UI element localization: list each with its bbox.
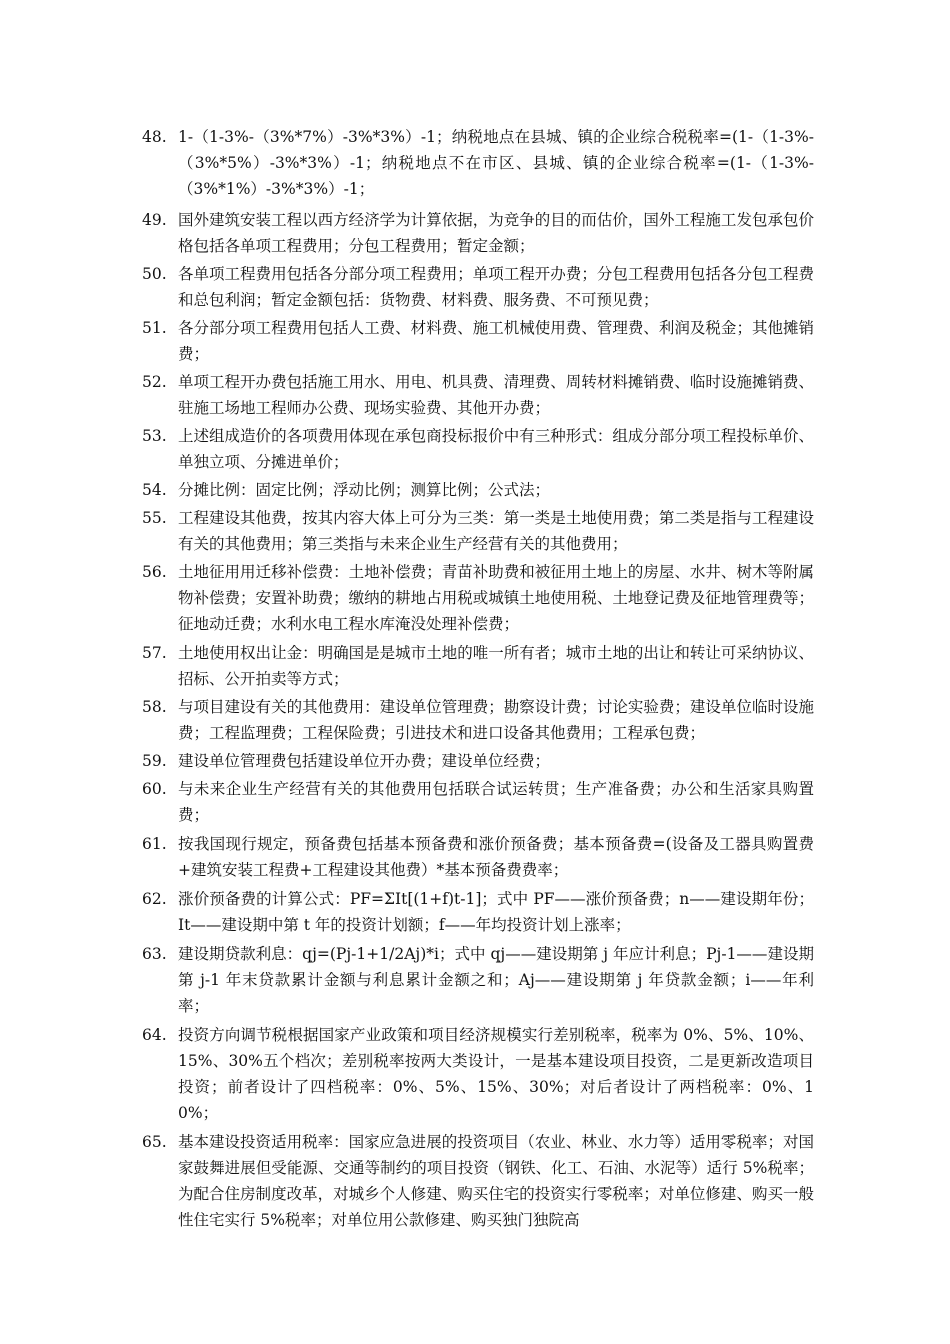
numbered-list — [142, 122, 814, 1233]
item-text: 上述组成造价的各项费用体现在承包商投标报价中有三种形式：组成分部分项工程投标单价、单独立项、分摊进单价； — [178, 427, 814, 471]
list-item — [142, 369, 814, 421]
list-item — [142, 505, 814, 557]
item-text: 土地使用权出让金：明确国是是城市土地的唯一所有者；城市土地的出让和转让可采纳协议、招标、公开拍卖等方式； — [178, 644, 814, 688]
item-number: 58. — [142, 698, 167, 716]
item-text: 涨价预备费的计算公式：PF=ΣIt[(1+f)t-1]；式中 PF——涨价预备费；n——建设期年份；It——建设期中第 t 年的投资计划额；f——年均投资计划上涨率； — [178, 890, 814, 934]
item-number: 54. — [142, 481, 167, 499]
list-item — [142, 1022, 814, 1126]
item-text: 投资方向调节税根据国家产业政策和项目经济规模实行差别税率，税率为 0%、5%、10%、15%、30%五个档次；差别税率按两大类设计，一是基本建设项目投资，二是更新改造项目投资；前者设计了四档税率：0%、5%、15%、30%；对后者设计了两档税率：0%、10%； — [178, 1026, 814, 1122]
item-number: 49. — [142, 211, 167, 229]
item-text: 1-（1-3%-（3%*7%）-3%*3%）-1；纳税地点在县城、镇的企业综合税税率=(1-（1-3%-（3%*5%）-3%*3%）-1；纳税地点不在市区、县城、镇的企业综合税率=(1-（1-3%-（3%*1%）-3%*3%）-1； — [178, 128, 814, 198]
list-item — [142, 477, 814, 503]
item-number: 61. — [142, 835, 167, 853]
item-number: 50. — [142, 265, 167, 283]
item-text: 与未来企业生产经营有关的其他费用包括联合试运转贯；生产准备费；办公和生活家具购置费； — [178, 780, 814, 824]
list-item — [142, 640, 814, 692]
item-text: 建设单位管理费包括建设单位开办费；建设单位经费； — [178, 752, 551, 770]
list-item — [142, 748, 814, 774]
item-text: 国外建筑安装工程以西方经济学为计算依据，为竞争的目的而估价，国外工程施工发包承包价格包括各单项工程费用；分包工程费用；暂定金额； — [178, 211, 814, 255]
item-number: 51. — [142, 319, 167, 337]
list-item — [142, 776, 814, 828]
item-number: 63. — [142, 945, 167, 963]
list-item — [142, 423, 814, 475]
item-number: 56. — [142, 563, 167, 581]
item-number: 59. — [142, 752, 167, 770]
item-number: 62. — [142, 890, 167, 908]
list-item — [142, 886, 814, 938]
item-text: 单项工程开办费包括施工用水、用电、机具费、清理费、周转材料摊销费、临时设施摊销费、驻施工场地工程师办公费、现场实验费、其他开办费； — [178, 373, 814, 417]
list-item — [142, 124, 814, 202]
item-number: 48. — [142, 128, 167, 146]
list-item — [142, 559, 814, 637]
list-item — [142, 207, 814, 259]
item-number: 57. — [142, 644, 167, 662]
list-item — [142, 261, 814, 313]
item-text: 建设期贷款利息：qj=(Pj-1+1/2Aj)*i；式中 qj——建设期第 j 年应计利息；Pj-1——建设期第 j-1 年末贷款累计金额与利息累计金额之和；Aj——建设期第 j 年贷款金额；i——年利率； — [178, 945, 814, 1015]
item-number: 53. — [142, 427, 167, 445]
item-text: 按我国现行规定，预备费包括基本预备费和涨价预备费；基本预备费=(设备及工器具购置费+建筑安装工程费+工程建设其他费）*基本预备费费率； — [178, 835, 814, 879]
item-text: 各单项工程费用包括各分部分项工程费用；单项工程开办费；分包工程费用包括各分包工程费和总包利润；暂定金额包括：货物费、材料费、服务费、不可预见费； — [178, 265, 814, 309]
item-number: 64. — [142, 1026, 167, 1044]
item-number: 52. — [142, 373, 167, 391]
item-number: 65. — [142, 1133, 167, 1151]
list-item — [142, 694, 814, 746]
item-text: 工程建设其他费，按其内容大体上可分为三类：第一类是土地使用费；第二类是指与工程建设有关的其他费用；第三类指与未来企业生产经营有关的其他费用； — [178, 509, 814, 553]
item-text: 与项目建设有关的其他费用：建设单位管理费；勘察设计费；讨论实验费；建设单位临时设施费；工程监理费；工程保险费；引进技术和进口设备其他费用；工程承包费； — [178, 698, 814, 742]
item-number: 60. — [142, 780, 167, 798]
item-text: 土地征用用迁移补偿费：土地补偿费；青苗补助费和被征用土地上的房屋、水井、树木等附属物补偿费；安置补助费；缴纳的耕地占用税或城镇土地使用税、土地登记费及征地管理费等；征地动迁费；水利水电工程水库淹没处理补偿费； — [178, 563, 814, 633]
item-number: 55. — [142, 509, 167, 527]
list-item — [142, 831, 814, 883]
list-item — [142, 315, 814, 367]
item-text: 基本建设投资适用税率：国家应急进展的投资项目（农业、林业、水力等）适用零税率；对国家鼓舞进展但受能源、交通等制约的项目投资（钢铁、化工、石油、水泥等）适行 5%税率；为配合住房制度改革，对城乡个人修建、购买住宅的投资实行零税率；对单位修建、购买一般性住宅实行 5%税率；对单位用公款修建、购买独门独院高 — [178, 1133, 814, 1229]
list-item — [142, 941, 814, 1019]
list-item — [142, 1129, 814, 1233]
item-text: 各分部分项工程费用包括人工费、材料费、施工机械使用费、管理费、利润及税金；其他摊销费； — [178, 319, 814, 363]
item-text: 分摊比例：固定比例；浮动比例；测算比例；公式法； — [178, 481, 551, 499]
